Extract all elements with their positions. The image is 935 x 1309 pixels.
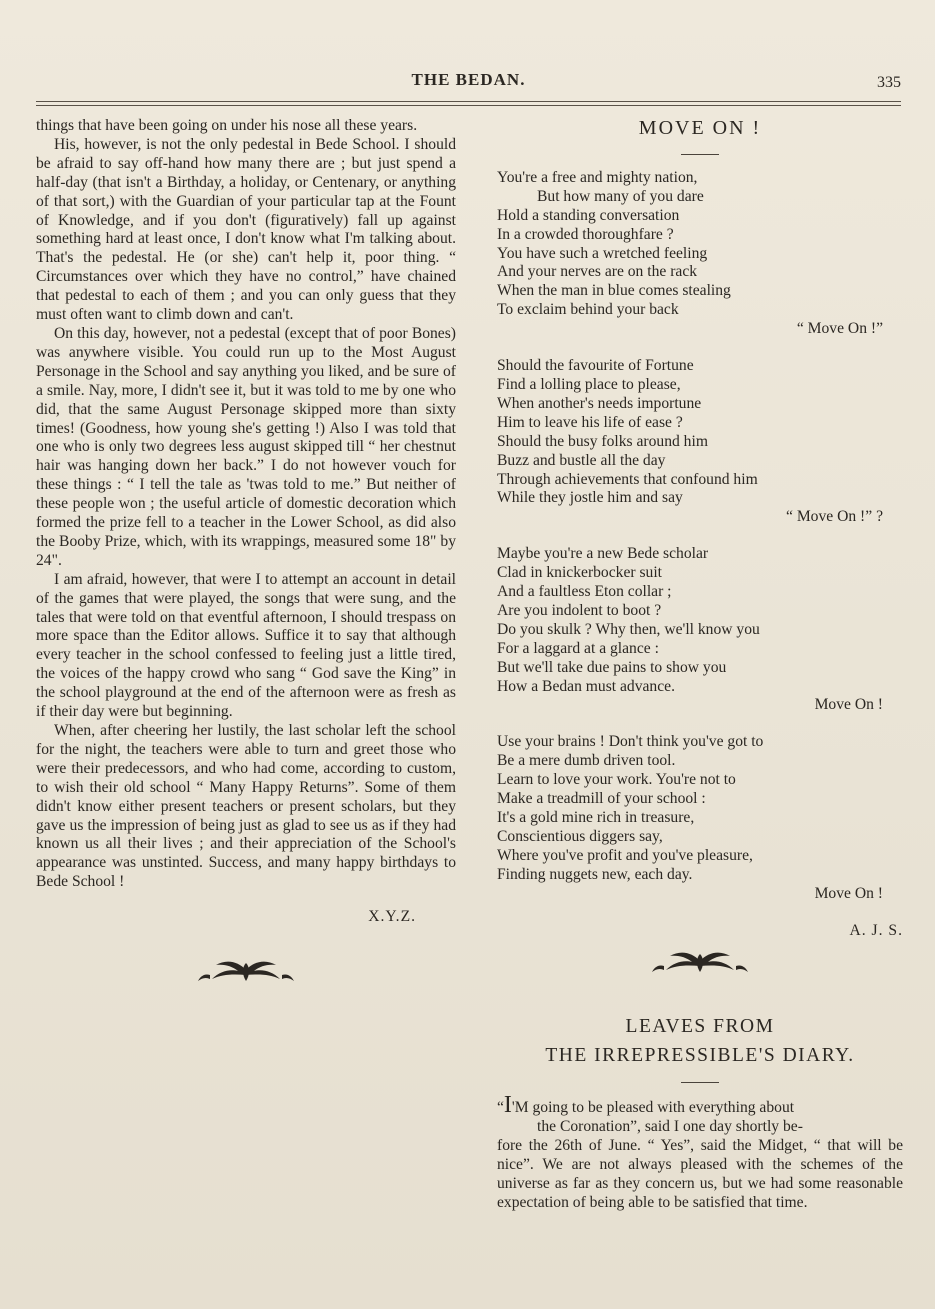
poem-line: Where you've profit and you've pleasure, — [497, 846, 753, 864]
poem-line: And your nerves are on the rack — [497, 263, 698, 281]
journal-title: THE BEDAN. — [411, 70, 526, 89]
diary-line: the Coronation”, said I one day shortly be- — [537, 1118, 803, 1136]
poem-line: Are you indolent to boot ? — [497, 601, 662, 619]
poem-line: How a Bedan must advance. — [497, 677, 675, 695]
first-word: 'M — [511, 1099, 529, 1117]
left-column — [36, 117, 456, 987]
poem-line: Should the favourite of Fortune — [497, 357, 694, 375]
leaf-ornament-icon — [196, 953, 296, 987]
poem-line: When the man in blue comes stealing — [497, 282, 731, 300]
poem-line: Buzz and bustle all the day — [497, 451, 666, 469]
poem-refrain: Move On ! — [814, 884, 883, 902]
divider — [681, 154, 719, 155]
poem-refrain: “ Move On !” — [796, 320, 883, 338]
diary-text — [497, 1092, 903, 1212]
divider — [681, 1082, 719, 1083]
poem-line: You're a free and mighty nation, — [497, 168, 698, 186]
article-signature: X.Y.Z. — [368, 908, 416, 926]
page-number: 335 — [877, 74, 901, 91]
poem-line: For a laggard at a glance : — [497, 639, 659, 657]
poem-line: Conscientious diggers say, — [497, 827, 663, 845]
paragraph: I am afraid, however, that were I to attempt an account in detail of the games that were played, the songs that were sung, and the tales that were told on that eventful afternoon, I should trespass on more space than the Editor allows. Suffice it to say that although every teacher in the school confessed to feeling just a little tired, the voices of the happy crowd who sang “ God save the King” in the school playground at the end of the afternoon were as fresh as if their day were but beginning. — [36, 570, 456, 721]
paragraph: When, after cheering her lustily, the last scholar left the school for the night, the teachers were able to turn and greet those who were their predecessors, and who had come, according to custom, to wish their old school “ Many Happy Returns”. Some of them didn't know either present teachers or present scholars, but they gave us the impression of being just as glad to see us as if they had known us all their lives ; and their appreciation of the School's appearance was unstinted. Success, and many happy birthdays to Bede School ! — [36, 722, 456, 891]
poem-line: It's a gold mine rich in treasure, — [497, 809, 695, 826]
poem-line: Make a treadmill of your school : — [497, 790, 706, 808]
running-header — [36, 70, 901, 100]
poem-line: Be a mere dumb driven tool. — [497, 752, 676, 770]
poem-refrain: “ Move On !” ? — [786, 508, 883, 526]
open-quote: “ — [497, 1099, 504, 1117]
poem-line: Him to leave his life of ease ? — [497, 413, 683, 431]
paragraph: things that have been going on under his nose all these years. — [36, 117, 418, 134]
poem-line: When another's needs importune — [497, 394, 702, 412]
paragraph: On this day, however, not a pedestal (except that of poor Bones) was anywhere visible. You could run up to the Most August Personage in the School and say anything you liked, and be sure of a smile. Nay, more, I didn't see it, but it was told to me by one who did, that the same August Personage skipped more than sixty times! (Goodness, how young she's getting !) Also I was told that one who is only two degrees less august skipped till “ her chestnut hair was hanging down her back.” I do not however vouch for these things : “ I tell the tale as 'twas told to me.” But neither of these people won ; the useful article of domestic decoration which formed the prize fell to a teacher in the Lower School, as did also the Booby Prize, which, with its wrappings, measured some 18" by 24". — [36, 324, 456, 569]
poem-line: Use your brains ! Don't think you've got to — [497, 733, 764, 751]
header-rule — [36, 101, 901, 106]
poem-stanza — [497, 357, 903, 527]
poem-line: But how many of you dare — [537, 187, 704, 205]
poem-line: Maybe you're a new Bede scholar — [497, 545, 709, 563]
paragraph: His, however, is not the only pedestal in Bede School. I should be afraid to say off-hand how many there are ; but just spend a half-day (that isn't a Birthday, a holiday, or Centenary, or anything of that sort,) with the Guardian of your particular tap at the Fount of Knowledge, and if you don't (figuratively) fall up against something hard at least once, I don't know what I'm talking about. That's the pedestal. He (or she) can't help it, poor thing. “ Circumstances over which they have no control,” have chained that pedestal to each of them ; and you can only guess that they must often want to climb down and can't. — [36, 135, 456, 324]
poem-line: You have such a wretched feeling — [497, 244, 708, 262]
poem-line: But we'll take due pains to show you — [497, 658, 727, 676]
poem-title: MOVE ON ! — [638, 117, 762, 139]
poem-stanza — [497, 733, 903, 903]
poem-stanza — [497, 169, 903, 339]
section-title: THE IRREPRESSIBLE'S DIARY. — [545, 1045, 855, 1067]
poem-line: Learn to love your work. You're not to — [497, 771, 736, 789]
poem-line: Hold a standing conversation — [497, 206, 680, 224]
poem-stanza — [497, 545, 903, 715]
poem-line: Finding nuggets new, each day. — [497, 865, 693, 883]
section-title: LEAVES FROM — [625, 1016, 775, 1038]
diary-paragraph — [497, 1092, 903, 1119]
poem-line: Through achievements that confound him — [497, 470, 758, 488]
drop-cap: I — [503, 1092, 512, 1119]
poem-line: Find a lolling place to please, — [497, 375, 681, 393]
poem-line: In a crowded thoroughfare ? — [497, 225, 674, 243]
poem-line: Clad in knickerbocker suit — [497, 564, 662, 582]
diary-line: going to be pleased with everything about — [528, 1099, 795, 1117]
poem-line: Do you skulk ? Why then, we'll know you — [497, 620, 760, 638]
poem-line: While they jostle him and say — [497, 489, 683, 507]
poem-refrain: Move On ! — [814, 696, 883, 714]
poem-line: Should the busy folks around him — [497, 432, 708, 450]
leaf-ornament-icon — [650, 944, 750, 978]
poem-line: To exclaim behind your back — [497, 301, 679, 319]
poem-line: And a faultless Eton collar ; — [497, 583, 672, 601]
right-column — [497, 117, 903, 1213]
poem-signature: A. J. S. — [849, 921, 903, 939]
diary-paragraph: fore the 26th of June. “ Yes”, said the Midget, “ that will be nice”. We are not always pleased with the schemes of the universe as far as they concern us, but we had some reasonable expectation of being able to be satisfied that time. — [497, 1137, 903, 1211]
